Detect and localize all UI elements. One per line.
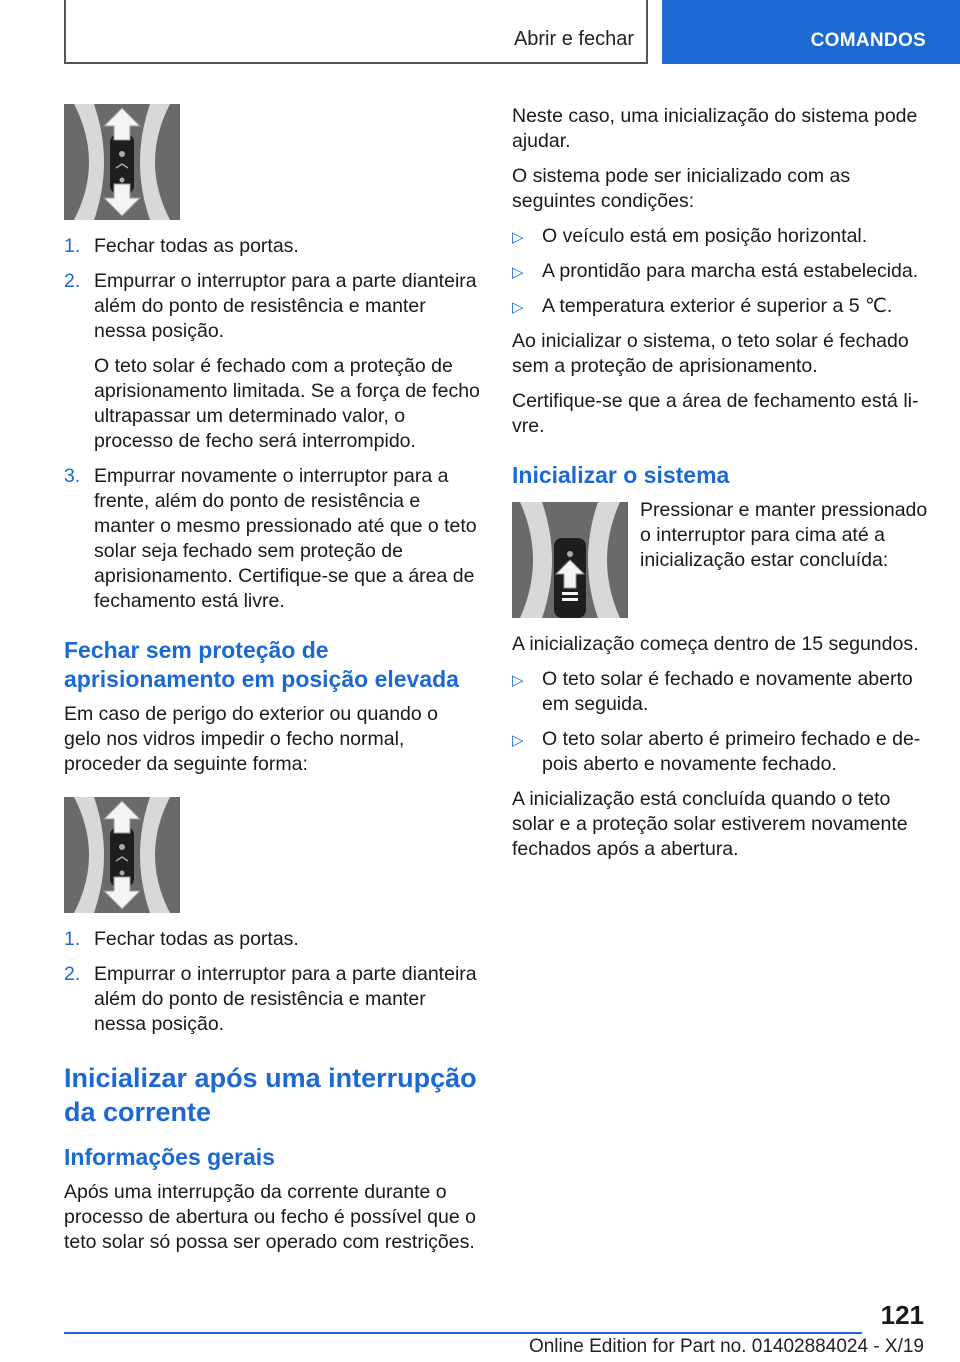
step-number: 2. <box>64 963 81 985</box>
list-item <box>512 727 930 777</box>
switch-push-up-image <box>512 502 628 618</box>
header-chapter-tab <box>662 0 960 64</box>
switch-push-forward-image-2 <box>64 797 180 913</box>
list-item <box>512 224 930 249</box>
effect-text: O teto solar aberto é primeiro fechado e depois aberto e novamente fechado. <box>542 728 921 775</box>
init-conditions-list <box>512 224 930 319</box>
list-item <box>64 927 480 952</box>
step-number: 1. <box>64 235 81 257</box>
step-text: Fechar todas as portas. <box>94 235 299 257</box>
condition-text: A temperatura exterior é superior a 5 ℃. <box>542 295 893 317</box>
step-number: 1. <box>64 928 81 950</box>
paragraph: Certifique-se que a área de fechamento está livre. <box>512 390 919 437</box>
right-column <box>512 104 930 872</box>
triangle-bullet-icon: ▷ <box>512 264 524 281</box>
step-text: Empurrar novamente o interruptor para a frente, além do ponto de resistência e manter o mesmo pressionado até que o teto solar seja fechado sem proteção de aprisionamento. Certifique-se que a área de fechamento está livre. <box>94 465 477 612</box>
close-elevated-steps-list <box>64 927 480 1037</box>
sunroof-switch-illustration <box>64 797 180 913</box>
init-effects-list <box>512 667 930 777</box>
footer-divider <box>64 1332 862 1334</box>
sunroof-switch-up-illustration <box>512 502 628 618</box>
triangle-bullet-icon: ▷ <box>512 229 524 246</box>
switch-push-forward-image <box>64 104 180 220</box>
paragraph: O sistema pode ser inicializado com as seguintes condições: <box>512 165 851 212</box>
general-info-text: Após uma interrupção da corrente durante o processo de abertura ou fecho é possível que o teto solar só possa ser operado com restrições. <box>64 1181 476 1253</box>
step-text: Empurrar o interruptor para a parte dianteira além do ponto de resistência e manter nessa posição. <box>94 963 477 1035</box>
list-item <box>64 962 480 1037</box>
step-text: Empurrar o interruptor para a parte dianteira além do ponto de resistência e manter nessa posição. <box>94 270 477 342</box>
list-item <box>512 294 930 319</box>
header-section-tab <box>64 0 648 64</box>
left-column <box>64 104 480 1265</box>
step-text: Fechar todas as portas. <box>94 928 299 950</box>
list-item <box>64 464 480 614</box>
page-number: 121 <box>880 1300 924 1330</box>
effect-text: O teto solar é fechado e novamente aberto em seguida. <box>542 668 913 715</box>
close-intro-text: Em caso de perigo do exterior ou quando o gelo nos vidros impedir o fecho normal, proceder da seguinte forma: <box>64 703 438 775</box>
sunroof-switch-illustration <box>64 104 180 220</box>
triangle-bullet-icon: ▷ <box>512 672 524 689</box>
triangle-bullet-icon: ▷ <box>512 299 524 316</box>
step-number: 2. <box>64 270 81 292</box>
step-note: O teto solar é fechado com a proteção de aprisionamento limitada. Se a força de fecho ultrapassar um determinado valor, o processo de fecho será interrompido. <box>94 355 480 452</box>
heading-init-system: Inicializar o sistema <box>512 462 730 488</box>
list-item <box>512 259 930 284</box>
paragraph: Neste caso, uma inicialização do sistema pode ajudar. <box>512 105 918 152</box>
paragraph: A inicialização está concluída quando o teto solar e a proteção solar estiverem novamente fechados após a abertura. <box>512 788 908 860</box>
heading-general-info: Informações gerais <box>64 1144 275 1170</box>
header-section-title: Abrir e fechar <box>513 28 634 50</box>
step-number: 3. <box>64 465 81 487</box>
triangle-bullet-icon: ▷ <box>512 732 524 749</box>
condition-text: A prontidão para marcha está estabelecida. <box>542 260 919 282</box>
heading-close-without-protection: Fechar sem proteção de aprisionamento em posição elevada <box>64 637 459 692</box>
list-item <box>64 234 480 259</box>
heading-init-after-power-loss: Inicializar após uma interrupção da corrente <box>64 1063 477 1127</box>
footer-edition: Online Edition for Part no. 01402884024 - X/19 <box>528 1336 924 1357</box>
condition-text: O veículo está em posição horizontal. <box>542 225 868 247</box>
close-steps-list <box>64 234 480 614</box>
header-chapter-title: COMANDOS <box>810 30 926 51</box>
list-item <box>64 269 480 454</box>
paragraph: A inicialização começa dentro de 15 segundos. <box>512 633 919 655</box>
init-instruction-text: Pressionar e manter pressionado o interruptor para cima até a inicialização estar concluída: <box>640 499 928 571</box>
list-item <box>512 667 930 717</box>
paragraph: Ao inicializar o sistema, o teto solar é fechado sem a proteção de aprisionamento. <box>512 330 909 377</box>
